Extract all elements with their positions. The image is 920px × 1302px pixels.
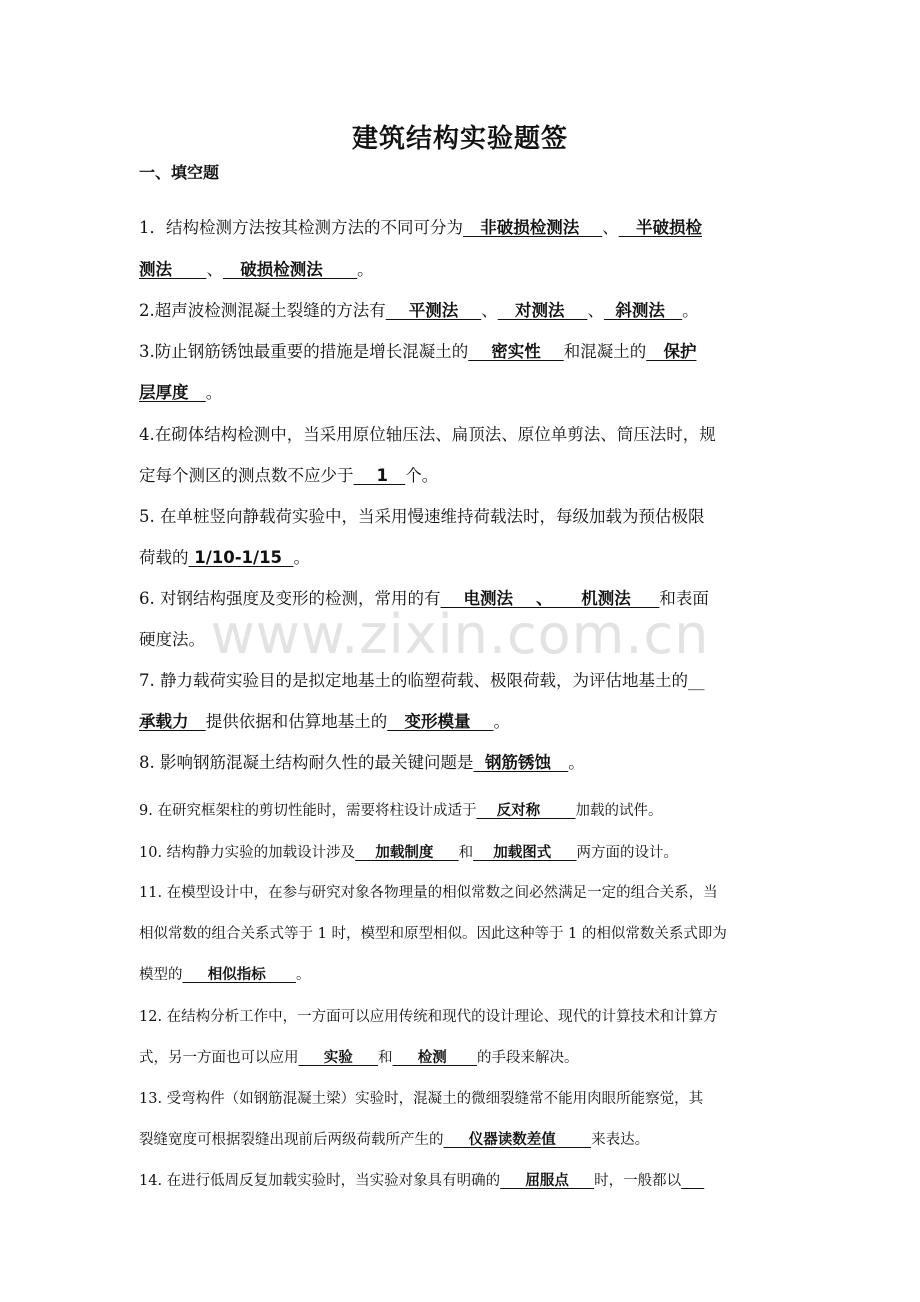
question-10 (139, 841, 678, 862)
question-text: 模型的 (139, 967, 183, 983)
answer-blank (681, 1173, 704, 1189)
punctuation: 。 (205, 383, 223, 402)
answer-blank: 承载力 (139, 712, 206, 731)
question-13-line-1: 13. 受弯构件（如钢筋混凝土梁）实验时，混凝土的微细裂缝常不能用肉眼所能察觉，其 (139, 1091, 704, 1107)
question-11-line-1: 11. 在模型设计中，在参与研究对象各物理量的相似常数之间必然满足一定的组合关系，当 (139, 885, 718, 901)
answer-blank: 检测 (392, 1050, 478, 1066)
question-text: 和 (377, 1050, 393, 1066)
question-3-line-1 (139, 338, 696, 362)
answer-blank: 加载图式 (473, 845, 577, 861)
answer-blank: 平测法 (385, 301, 482, 320)
question-text: 提供依据和估算地基土的 (205, 712, 388, 731)
answer-blank: 变形模量 (387, 712, 494, 731)
answer-blank: 半破损检 (618, 218, 702, 237)
punctuation: 个。 (405, 466, 439, 485)
answer-blank: 层厚度 (139, 383, 206, 402)
document-title: 建筑结构实验题签 (351, 124, 568, 154)
separator: 、 (481, 301, 498, 320)
question-1-line-1 (139, 214, 702, 238)
question-text: 和 (458, 845, 474, 861)
answer-blank: 加载制度 (355, 845, 459, 861)
question-11-line-3 (139, 963, 311, 984)
separator: 、 (206, 260, 223, 279)
answer-blank: 电测法 (440, 589, 536, 608)
question-text: 9. 在研究框架柱的剪切性能时，需要将柱设计成适于 (139, 803, 477, 819)
question-text: 两方面的设计。 (576, 845, 679, 861)
question-4-line-2 (139, 462, 438, 486)
question-text: 6. 对钢结构强度及变形的检测，常用的有 (139, 589, 441, 608)
question-12-line-2 (139, 1046, 579, 1067)
question-text: 定每个测区的测点数不应少于 (139, 466, 354, 485)
question-text: 1．结构检测方法按其检测方法的不同可分为 (139, 218, 463, 237)
question-14 (139, 1169, 704, 1190)
question-5-line-1: 5. 在单桩竖向静载荷实验中，当采用慢速维持荷载法时，每级加载为预估极限 (139, 507, 705, 526)
separator: 、 (602, 218, 619, 237)
answer-blank: 破损检测法 (222, 260, 358, 279)
answer-blank: 机测法 (552, 589, 660, 608)
answer-blank: __ (688, 671, 705, 690)
answer-blank: 屈服点 (500, 1173, 595, 1189)
punctuation: 。 (293, 548, 311, 567)
answer-blank: 对测法 (497, 301, 588, 320)
question-6-line-1 (139, 585, 709, 609)
answer-blank: 仪器读数差值 (443, 1132, 592, 1148)
question-2 (139, 297, 699, 321)
answer-blank: 1 (353, 466, 406, 485)
question-9 (139, 799, 662, 820)
question-7-line-2 (139, 708, 510, 732)
question-4-line-1: 4.在砌体结构检测中，当采用原位轴压法、扁顶法、原位单剪法、筒压法时，规 (139, 425, 716, 444)
question-text: 的手段来解决。 (477, 1050, 579, 1066)
question-text: 荷载的 (139, 548, 189, 567)
question-text: 裂缝宽度可根据裂缝出现前后两级荷载所产生的 (139, 1132, 444, 1148)
question-text: 7. 静力载荷实验目的是拟定地基土的临塑荷载、极限荷载，为评估地基土的 (139, 671, 688, 690)
question-text: 和表面 (659, 589, 709, 608)
question-text: 3.防止钢筋锈蚀最重要的措施是增长混凝土的 (139, 342, 469, 361)
question-text: 式，另一方面也可以应用 (139, 1050, 299, 1066)
punctuation: 。 (568, 753, 585, 772)
question-text: 8. 影响钢筋混凝土结构耐久性的最关键问题是 (139, 753, 474, 772)
section-heading: 一、填空题 (139, 163, 220, 182)
answer-blank: 实验 (298, 1050, 378, 1066)
answer-blank: 斜测法 (603, 301, 683, 320)
answer-blank: 非破损检测法 (463, 218, 603, 237)
punctuation: 。 (493, 712, 510, 731)
question-12-line-1: 12. 在结构分析工作中，一方面可以应用传统和现代的设计理论、现代的计算技术和计算方 (139, 1009, 718, 1025)
question-text: 和混凝土的 (563, 342, 647, 361)
question-text: 14. 在进行低周反复加载实验时，当实验对象具有明确的 (139, 1173, 501, 1189)
question-5-line-2 (139, 544, 310, 568)
answer-blank: 反对称 (476, 803, 576, 819)
question-3-line-2 (139, 379, 222, 403)
question-text: 来表达。 (591, 1132, 650, 1148)
question-text: 10. 结构静力实验的加载设计涉及 (139, 845, 356, 861)
answer-blank: 测法 (139, 260, 207, 279)
answer-blank: 相似指标 (182, 967, 297, 983)
question-13-line-2 (139, 1128, 649, 1149)
question-text: 加载的试件。 (575, 803, 663, 819)
question-11-line-2: 相似常数的组合关系式等于 1 时，模型和原型相似。因此这种等于 1 的相似常数关系式即为 (139, 926, 727, 942)
answer-blank: 钢筋锈蚀 (473, 753, 569, 772)
question-7-line-1 (139, 667, 705, 691)
separator: 、 (535, 589, 553, 608)
question-1-line-2 (139, 256, 374, 280)
question-8 (139, 749, 585, 773)
question-text: 时，一般都以 (594, 1173, 682, 1189)
question-text: 2.超声波检测混凝土裂缝的方法有 (139, 301, 386, 320)
watermark: www.zixin.com.cn (210, 603, 710, 666)
punctuation: 。 (296, 967, 311, 983)
answer-blank: 保护 (646, 342, 697, 361)
answer-blank: 密实性 (468, 342, 564, 361)
punctuation: 。 (357, 260, 374, 279)
answer-blank: 1/10-1/15 (188, 548, 294, 567)
punctuation: 。 (682, 301, 699, 320)
question-6-line-2: 硬度法。 (139, 630, 205, 649)
separator: 、 (587, 301, 604, 320)
